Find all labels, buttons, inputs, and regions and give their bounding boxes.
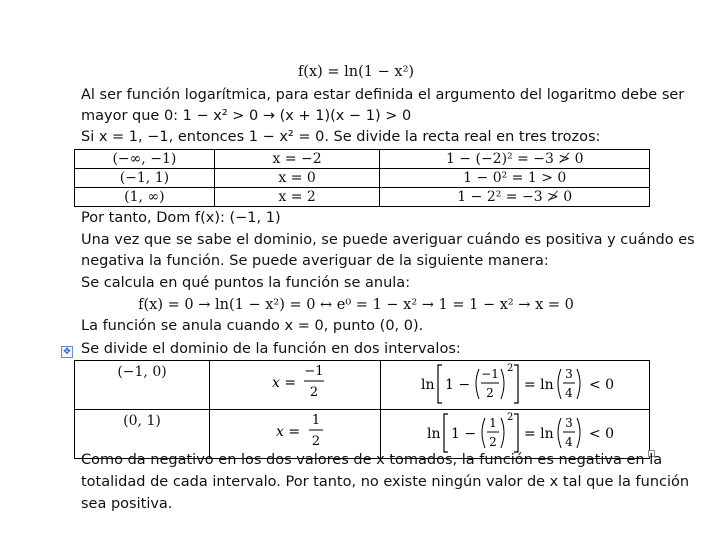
table-cell: (0, 1): [75, 410, 210, 459]
fraction-numerator: 3: [565, 367, 573, 381]
svg-text:1 −: 1 −: [451, 426, 477, 442]
fraction-denominator: 4: [565, 386, 573, 400]
paragraph-line: Una vez que se sabe el dominio, se puede averiguar cuándo es positiva y cuándo es: [81, 232, 695, 248]
fraction-denominator: 4: [565, 435, 573, 449]
table-cell: 1 − (−2)² = −3 ≯ 0: [380, 150, 650, 169]
table-cell: 1 − 0² = 1 > 0: [380, 169, 650, 188]
page-title: f(x) = ln(1 − x²): [297, 64, 415, 80]
svg-text:2: 2: [507, 412, 514, 423]
paragraph-line: sea positiva.: [81, 496, 173, 512]
fraction-denominator: 2: [489, 435, 497, 449]
svg-text:= ln: = ln: [524, 426, 554, 442]
svg-text:2: 2: [507, 363, 514, 374]
paragraph-line: Al ser función logarítmica, para estar definida el argumento del logaritmo debe ser: [81, 87, 685, 103]
table-row: [75, 169, 650, 188]
svg-text:< 0: < 0: [589, 426, 615, 442]
table-row: [75, 150, 650, 169]
table-row: [75, 361, 650, 410]
sign-table: [74, 360, 650, 459]
table-cell: (−1, 1): [75, 169, 215, 188]
table-cell: (−1, 0): [75, 361, 210, 410]
fraction-denominator: 2: [311, 434, 321, 449]
svg-text:1 −: 1 −: [445, 377, 471, 393]
paragraph-line: Por tanto, Dom f(x): (−1, 1): [81, 210, 281, 226]
table-cell: (−∞, −1): [75, 150, 215, 169]
table-cell: x = 2: [214, 188, 380, 207]
x-equals-label: x =: [276, 424, 301, 440]
paragraph-line: Se divide el dominio de la función en dos intervalos:: [81, 341, 461, 357]
table-cell: (1, ∞): [75, 188, 215, 207]
paragraph-line: mayor que 0: 1 − x² > 0 → (x + 1)(x − 1) > 0: [81, 108, 412, 124]
fraction-numerator: 1: [311, 413, 321, 428]
fraction-numerator: −1: [481, 367, 499, 381]
fraction-numerator: 3: [565, 416, 573, 430]
move-table-icon[interactable]: ✥: [61, 346, 73, 358]
paragraph-line: totalidad de cada intervalo. Por tanto, no existe ningún valor de x tal que la función: [81, 474, 690, 490]
svg-text:ln: ln: [421, 377, 435, 393]
fraction-numerator: 1: [489, 416, 497, 430]
table-cell: [381, 361, 650, 410]
table-cell: x = −2: [214, 150, 380, 169]
table-cell: 1 − 2² = −3 ≯ 0: [380, 188, 650, 207]
paragraph-line: Se calcula en qué puntos la función se anula:: [81, 275, 411, 291]
svg-text:= ln: = ln: [524, 377, 554, 393]
intervals-table: [74, 149, 650, 207]
svg-text:< 0: < 0: [589, 377, 615, 393]
svg-text:ln: ln: [427, 426, 441, 442]
table-row: [75, 188, 650, 207]
paragraph-line: Si x = 1, −1, entonces 1 − x² = 0. Se divide la recta real en tres trozos:: [81, 129, 601, 145]
paragraph-line: Como da negativo en los dos valores de x tomados, la función es negativa en la: [81, 452, 663, 468]
paragraph-line: La función se anula cuando x = 0, punto (0, 0).: [81, 318, 424, 334]
table-cell: [210, 361, 381, 410]
paragraph-line: negativa la función. Se puede averiguar de la siguiente manera:: [81, 253, 549, 269]
table-cell: x = 0: [214, 169, 380, 188]
fraction-denominator: 2: [486, 386, 494, 400]
fraction-numerator: −1: [304, 364, 324, 379]
equation: f(x) = 0 → ln(1 − x²) = 0 ↔ e⁰ = 1 − x² → 1 = 1 − x² → x = 0: [138, 297, 574, 313]
x-equals-label: x =: [272, 375, 297, 391]
fraction-denominator: 2: [309, 385, 319, 400]
